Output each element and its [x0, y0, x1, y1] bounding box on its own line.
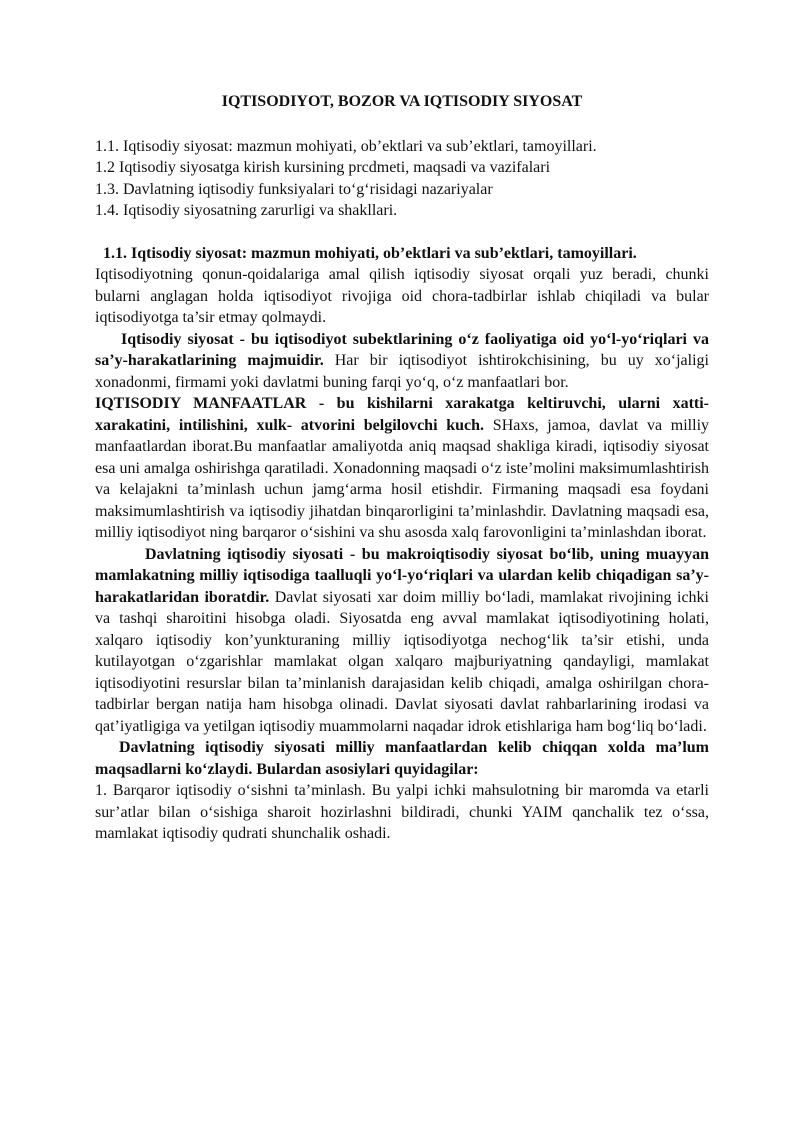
toc-item: 1.1. Iqtisodiy siyosat: mazmun mohiyati, ob’ektlari va sub’ektlari, tamoyillari. — [95, 137, 597, 155]
paragraph-intro: Iqtisodiyotning qonun-qoidalariga amal qilish iqtisodiy siyosat orqali yuz beradi, chunki bularni anglagan holda iqtisodiyot rivojiga oid chora-tadbirlar ishlab chiqiladi va bular iqtisodiyotga ta’sir etmay qolmaydi. — [95, 266, 709, 326]
paragraph-goals — [95, 737, 709, 780]
goals-heading: Davlatning iqtisodiy siyosati milliy manfaatlardan kelib chiqqan xolda ma’lum maqsadlarni ko‘zlaydi. Bulardan asosiylari quyidagilar: — [95, 739, 709, 778]
paragraph-state-policy — [95, 544, 709, 738]
section-heading: 1.1. Iqtisodiy siyosat: mazmun mohiyati, ob’ektlari va sub’ektlari, tamoyillari. — [103, 244, 637, 262]
table-of-contents — [95, 136, 709, 222]
paragraph-definition — [95, 329, 709, 394]
toc-item: 1.2 Iqtisodiy siyosatga kirish kursining prcdmeti, maqsadi va vazifalari — [95, 159, 551, 176]
state-policy-term: Davlatning iqtisodiy siyosati - bu makroiqtisodiy siyosat bo‘lib, uning muayyan mamlakatning milliy iqtisodiga taalluqli yo‘l-yo‘riqlari va ulardan kelib chiqadigan sa’y-harakatlaridan iboratdir. — [95, 545, 709, 606]
toc-item: 1.3. Davlatning iqtisodiy funksiyalari to‘g‘risidagi nazariyalar — [95, 180, 493, 198]
interests-text: SHaxs, jamoa, davlat va milliy manfaatlardan iborat.Bu manfaatlar amaliyotda aniq maqsad shakliga kiradi, iqtisodiy siyosat esa uni amalga oshirishga qaratiladi. Xonadonning maqsadi o‘z iste’molini maksimumlashtirish va kelajakni ta’minlash uchun jamg‘arma hosil etishdir. Firmaning maqsadi esa foydani maksimumlashtirish va iqtisodiy jihatdan binqarorligini ta’minlashdir. Davlatning maqsadi esa, milliy iqtisodiyot ning barqaror o‘sishini va shu asosda xalq farovonligini ta’minlashdan iborat. — [95, 416, 710, 541]
definition-text: Har bir iqtisodiyot ishtirokchisining, bu uy xo‘jaligi xonadonmi, firmami yoki davlatmi buning farqi yo‘q, o‘z manfaatlari bor. — [95, 352, 709, 391]
definition-term: Iqtisodiy siyosat - bu iqtisodiyot subektlarining o‘z faoliyatiga oid yo‘l-yo‘riqlari va sa’y-harakatlarining majmuidir. — [95, 330, 709, 369]
state-policy-text: Davlat siyosati xar doim milliy bo‘ladi, mamlakat rivojining ichki va tashqi sharoitini hisobga oladi. Siyosatda eng avval mamlakat iqtisodiyotining holati, xalqaro iqtisodiy kon’yunkturaning milliy iqtisodiyotga nechog‘lik ta’sir etishi, unda kutilayotgan o‘zgarishlar mamlakat olgan xalqaro majburiyatning qandayligi, mamlakat iqtisodiyotini resurslar bilan ta’minlanish darajasidan kelib chiqadi, amalga oshirilgan chora-tadbirlar bergan natija ham hisobga olinadi. Davlat siyosati davlat rahbarlarining irodasi va qat’iyatligiga va yetilgan iqtisodiy muammolarni naqadar idrok etishlariga ham bog‘liq bo‘ladi. — [95, 588, 710, 735]
document-page — [95, 91, 709, 845]
document-title: IQTISODIYOT, BOZOR VA IQTISODIY SIYOSAT — [221, 93, 583, 110]
toc-item: 1.4. Iqtisodiy siyosatning zarurligi va shakllari. — [95, 202, 398, 219]
interests-term: IQTISODIY MANFAATLAR - bu kishilarni xarakatga keltiruvchi, ularni xatti-xarakatini, intilishini, xulk- atvorini belgilovchi kuch. — [95, 395, 709, 434]
paragraph-interests — [95, 393, 709, 544]
paragraph-goal-1: 1. Barqaror iqtisodiy o‘sishni ta’minlash. Bu yalpi ichki mahsulotning bir maromda va etarli sur’atlar bilan o‘sishiga sharoit hozirlashni bildiradi, chunki YAIM qanchalik tez o‘ssa, mamlakat iqtisodiy qudrati shunchalik oshadi. — [95, 782, 709, 842]
